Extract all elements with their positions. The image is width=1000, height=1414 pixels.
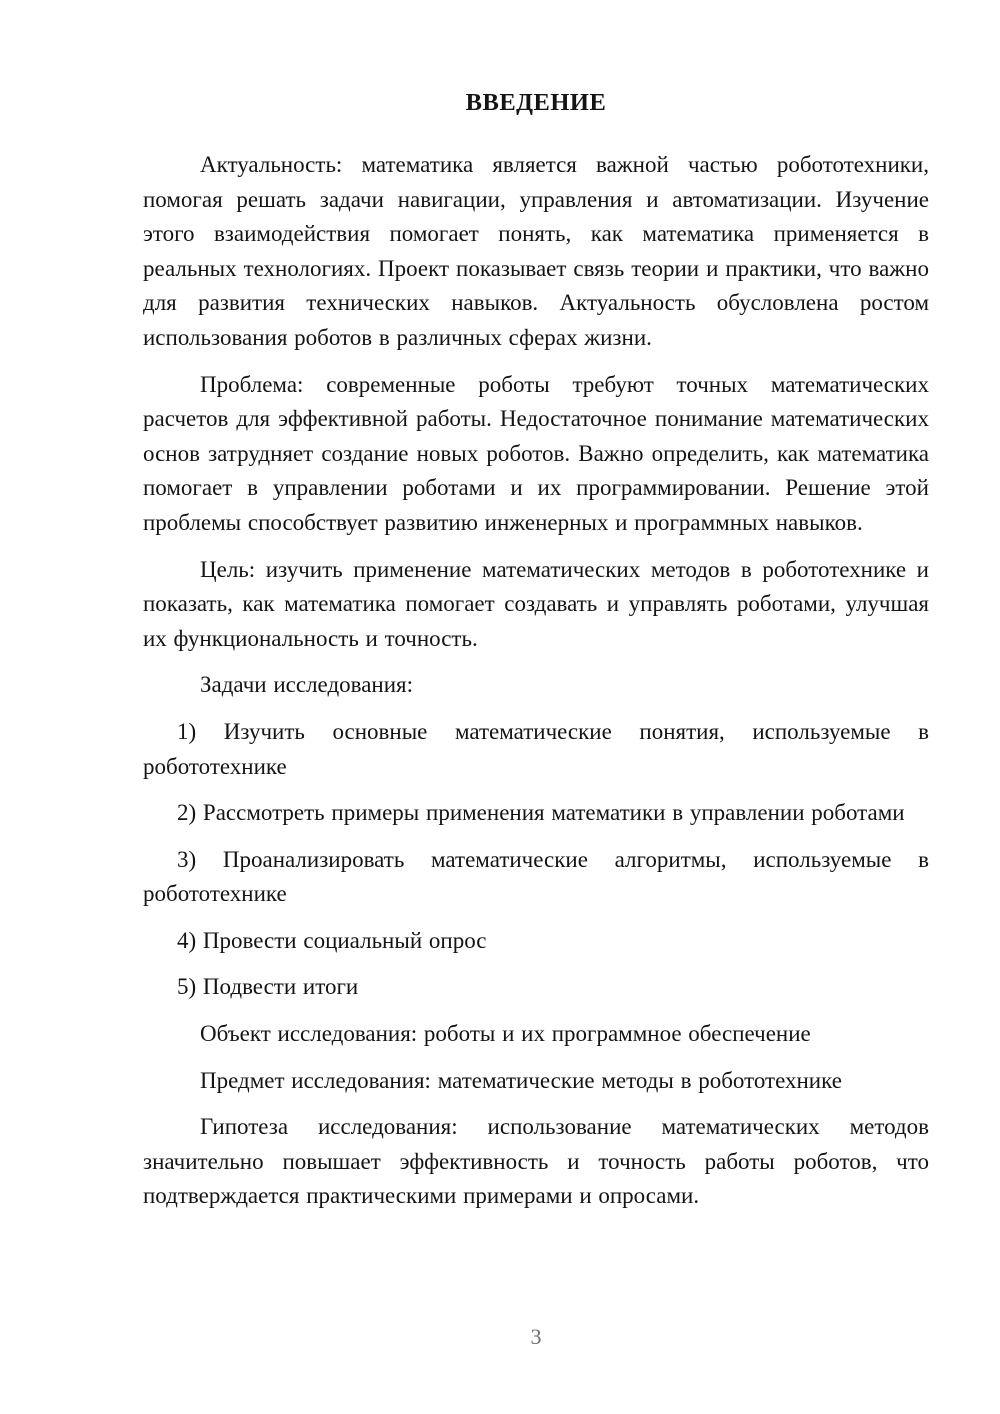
- tasks-heading: Задачи исследования:: [200, 672, 414, 698]
- task-list-item: [143, 796, 929, 831]
- task-list-item: [143, 843, 929, 912]
- page-number: 3: [530, 1324, 542, 1349]
- task-text: Изучить основные математические понятия, используемые в робототехнике: [143, 718, 929, 779]
- paragraph-problem: Проблема: современные роботы требуют точных математических расчетов для эффективной работы. Недостаточное понимание математических основ затрудняет создание новых роботов. Важно определить, как математика помогает в управлении роботами и их программировании. Решение этой проблемы способствует развитию инженерных и программных навыков.: [143, 371, 929, 535]
- paragraph-relevance: Актуальность: математика является важной частью робототехники, помогая решать задачи навигации, управления и автоматизации. Изучение этого взаимодействия помогает понять, как математика применяется в реальных технологиях. Проект показывает связь теории и практики, что важно для развития технических навыков. Актуальность обусловлена ростом использования роботов в различных сферах жизни.: [143, 152, 929, 350]
- task-number: 2): [177, 800, 197, 826]
- task-number: 4): [177, 927, 197, 953]
- paragraph-research-object: Объект исследования: роботы и их программное обеспечение: [200, 1021, 811, 1047]
- task-text: Рассмотреть примеры применения математики в управлении роботами: [202, 800, 905, 826]
- paragraph-research-subject: Предмет исследования: математические методы в робототехнике: [200, 1067, 842, 1093]
- page-title: ВВЕДЕНИЕ: [465, 89, 607, 116]
- task-text: Проанализировать математические алгоритмы, используемые в робототехнике: [143, 846, 929, 907]
- task-list-item: [143, 970, 929, 1005]
- task-text: Подвести итоги: [202, 974, 359, 1000]
- task-number: 3): [177, 846, 197, 872]
- task-number: 1): [177, 718, 197, 744]
- task-text: Провести социальный опрос: [202, 927, 487, 953]
- task-list-item: [143, 715, 929, 784]
- task-list-item: [143, 924, 929, 959]
- paragraph-hypothesis: Гипотеза исследования: использование математических методов значительно повышает эффективность и точность работы роботов, что подтверждается практическими примерами и опросами.: [143, 1114, 929, 1209]
- task-number: 5): [177, 974, 197, 1000]
- paragraph-goal: Цель: изучить применение математических методов в робототехнике и показать, как математика помогает создавать и управлять роботами, улучшая их функциональность и точность.: [143, 556, 929, 651]
